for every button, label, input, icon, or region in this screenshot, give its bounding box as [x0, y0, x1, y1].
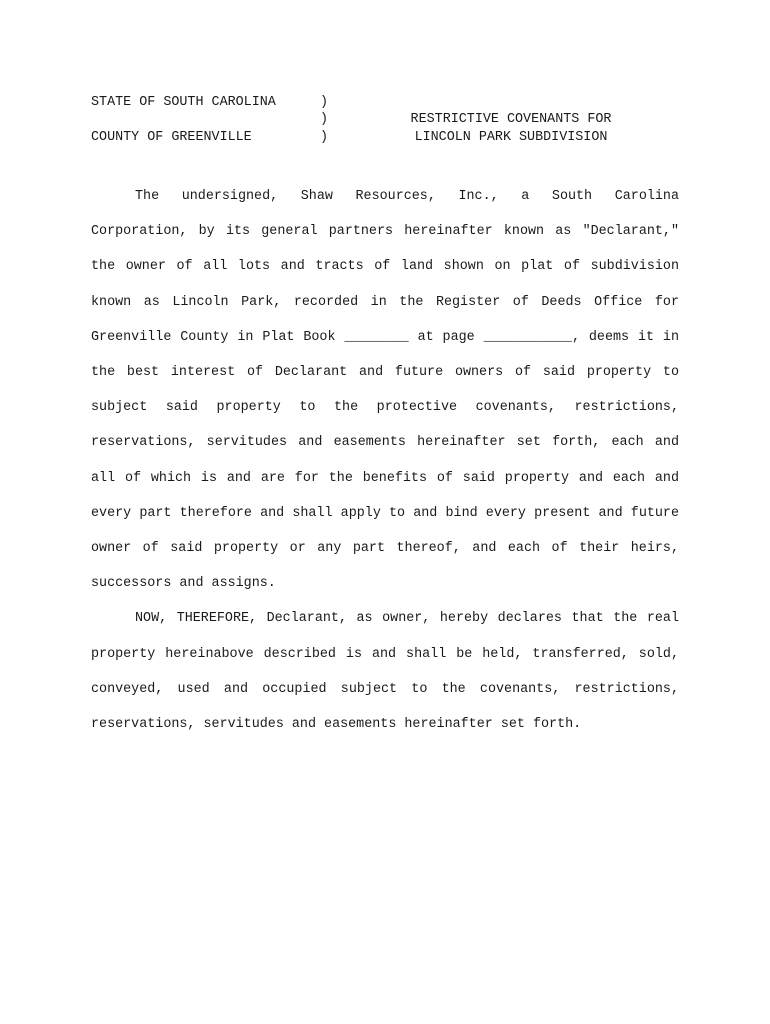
caption-paren: ) — [320, 130, 329, 145]
county-label: COUNTY OF GREENVILLE — [91, 130, 252, 145]
caption-paren: ) — [320, 112, 329, 127]
paragraph-now-therefore: NOW, THEREFORE, Declarant, as owner, hereby declares that the real property hereinabove described is and shall be held, transferred, sold, conveyed, used and occupied subject to the covenants, restrictions, reservations, servitudes and easements hereinafter set forth. — [91, 611, 679, 733]
state-label: STATE OF SOUTH CAROLINA — [91, 95, 276, 110]
paragraph-declaration: The undersigned, Shaw Resources, Inc., a South Carolina Corporation, by its general partners hereinafter known as "Declarant," the owner of all lots and tracts of land shown on plat of subdivision known as Lincoln Park, recorded in the Register of Deeds Office for Greenville County in Plat Book ________ at page ___________, deems it in the best interest of Declarant and future owners of said property to subject said property to the protective covenants, restrictions, reservations, servitudes and easements hereinafter set forth, each and all of which is and are for the benefits of said property and each and every part therefore and shall apply to and bind every present and future owner of said property or any part thereof, and each of their heirs, successors and assigns. — [91, 189, 679, 592]
caption-paren: ) — [320, 95, 329, 110]
document-title-line-2: LINCOLN PARK SUBDIVISION — [414, 130, 608, 145]
document-body — [91, 179, 679, 742]
document-title-line-1: RESTRICTIVE COVENANTS FOR — [410, 112, 612, 127]
